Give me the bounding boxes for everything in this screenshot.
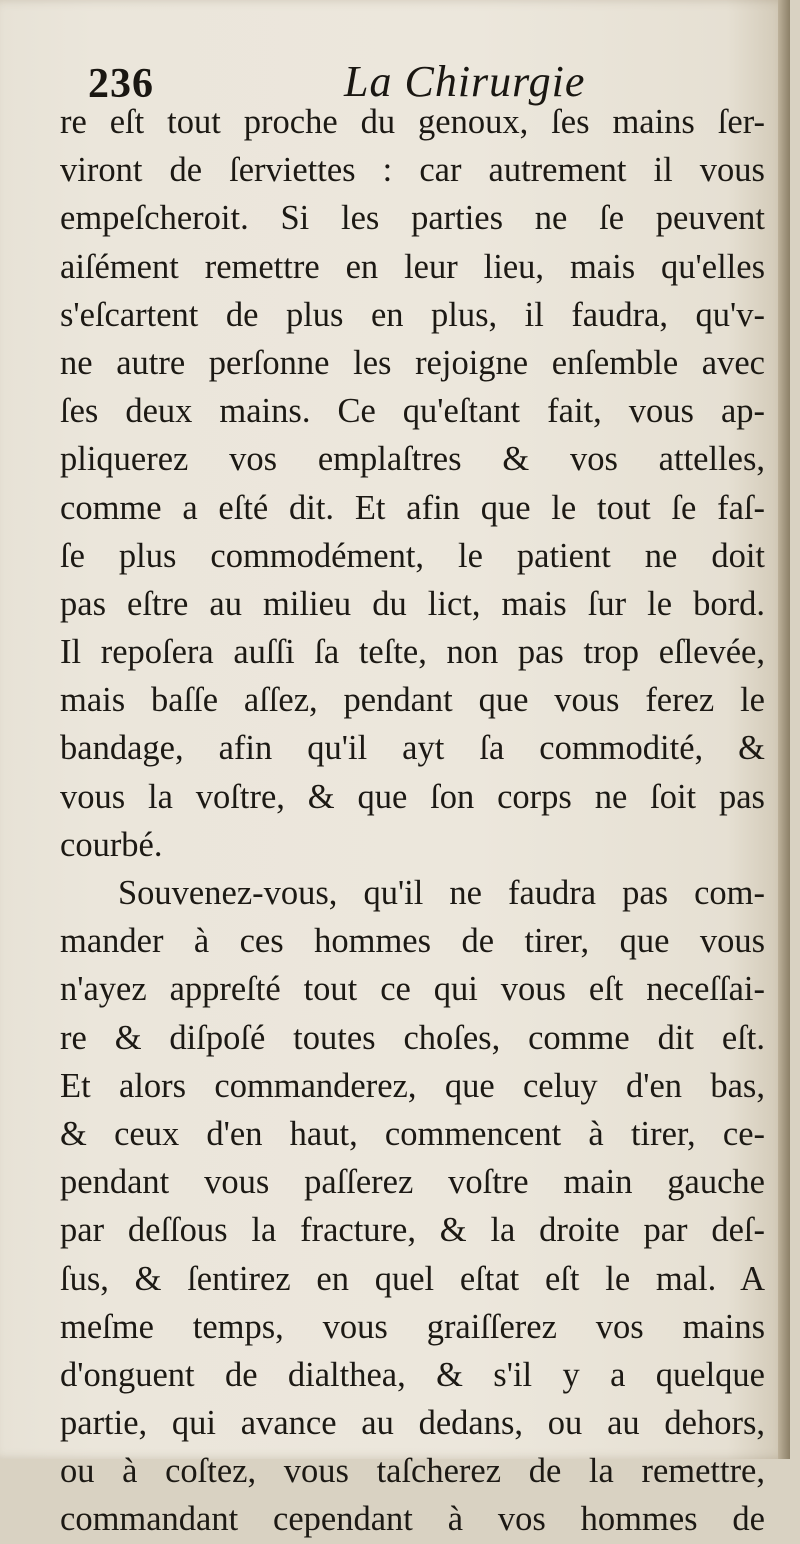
- text-line: empeſcheroit. Si les parties ne ſe peuvent: [60, 199, 765, 238]
- body-text: [60, 98, 765, 1544]
- text-line: re & diſpoſé toutes choſes, comme dit eſt.: [60, 1018, 765, 1057]
- text-line: ſes deux mains. Ce qu'eſtant fait, vous ap-: [60, 392, 765, 431]
- text-line: meſme temps, vous graiſſerez vos mains: [60, 1307, 765, 1346]
- text-line: re eſt tout proche du genoux, ſes mains ſer-: [60, 103, 765, 141]
- text-line: Et alors commanderez, que celuy d'en bas,: [60, 1066, 765, 1105]
- text-line: Il repoſera auſſi ſa teſte, non pas trop eſlevée,: [60, 633, 765, 672]
- text-line: & ceux d'en haut, commencent à tirer, ce-: [60, 1114, 765, 1153]
- running-head: La Chirurgie: [344, 57, 586, 106]
- paragraph-start-line: Souvenez-vous, qu'il ne faudra pas com-: [118, 874, 765, 912]
- text-line: par deſſous la fracture, & la droite par deſ-: [60, 1211, 765, 1250]
- text-line: ou à coſtez, vous taſcherez de la remettre,: [60, 1452, 765, 1491]
- page-number: 236: [88, 61, 154, 107]
- text-line: vous la voſtre, & que ſon corps ne ſoit pas: [60, 777, 765, 816]
- text-line: comme a eſté dit. Et afin que le tout ſe faſ-: [60, 488, 765, 527]
- text-line: ſus, & ſentirez en quel eſtat eſt le mal. A: [60, 1259, 765, 1298]
- text-line: aiſément remettre en leur lieu, mais qu'elles: [60, 247, 765, 286]
- text-line: courbé.: [60, 825, 163, 864]
- text-line: bandage, afin qu'il ayt ſa commodité, &: [60, 729, 765, 768]
- text-line: viront de ſerviettes : car autrement il vous: [60, 151, 765, 190]
- text-line: pendant vous paſſerez voſtre main gauche: [60, 1163, 765, 1202]
- text-line: n'ayez appreſté tout ce qui vous eſt neceſſai-: [60, 970, 765, 1009]
- text-line: pas eſtre au milieu du lict, mais ſur le bord.: [60, 584, 765, 623]
- text-line: pliquerez vos emplaſtres & vos attelles,: [60, 440, 765, 479]
- text-line: mais baſſe aſſez, pendant que vous ferez le: [60, 681, 765, 720]
- text-line: mander à ces hommes de tirer, que vous: [60, 922, 765, 961]
- text-line: partie, qui avance au dedans, ou au dehors,: [60, 1404, 765, 1443]
- text-line: ſe plus commodément, le patient ne doit: [60, 536, 765, 575]
- text-line: commandant cependant à vos hommes de: [60, 1500, 765, 1539]
- text-line: d'onguent de dialthea, & s'il y a quelque: [60, 1355, 765, 1394]
- text-line: s'eſcartent de plus en plus, il faudra, qu'v-: [60, 295, 765, 334]
- page-edge: [778, 0, 790, 1459]
- text-line: ne autre perſonne les rejoigne enſemble avec: [60, 343, 765, 382]
